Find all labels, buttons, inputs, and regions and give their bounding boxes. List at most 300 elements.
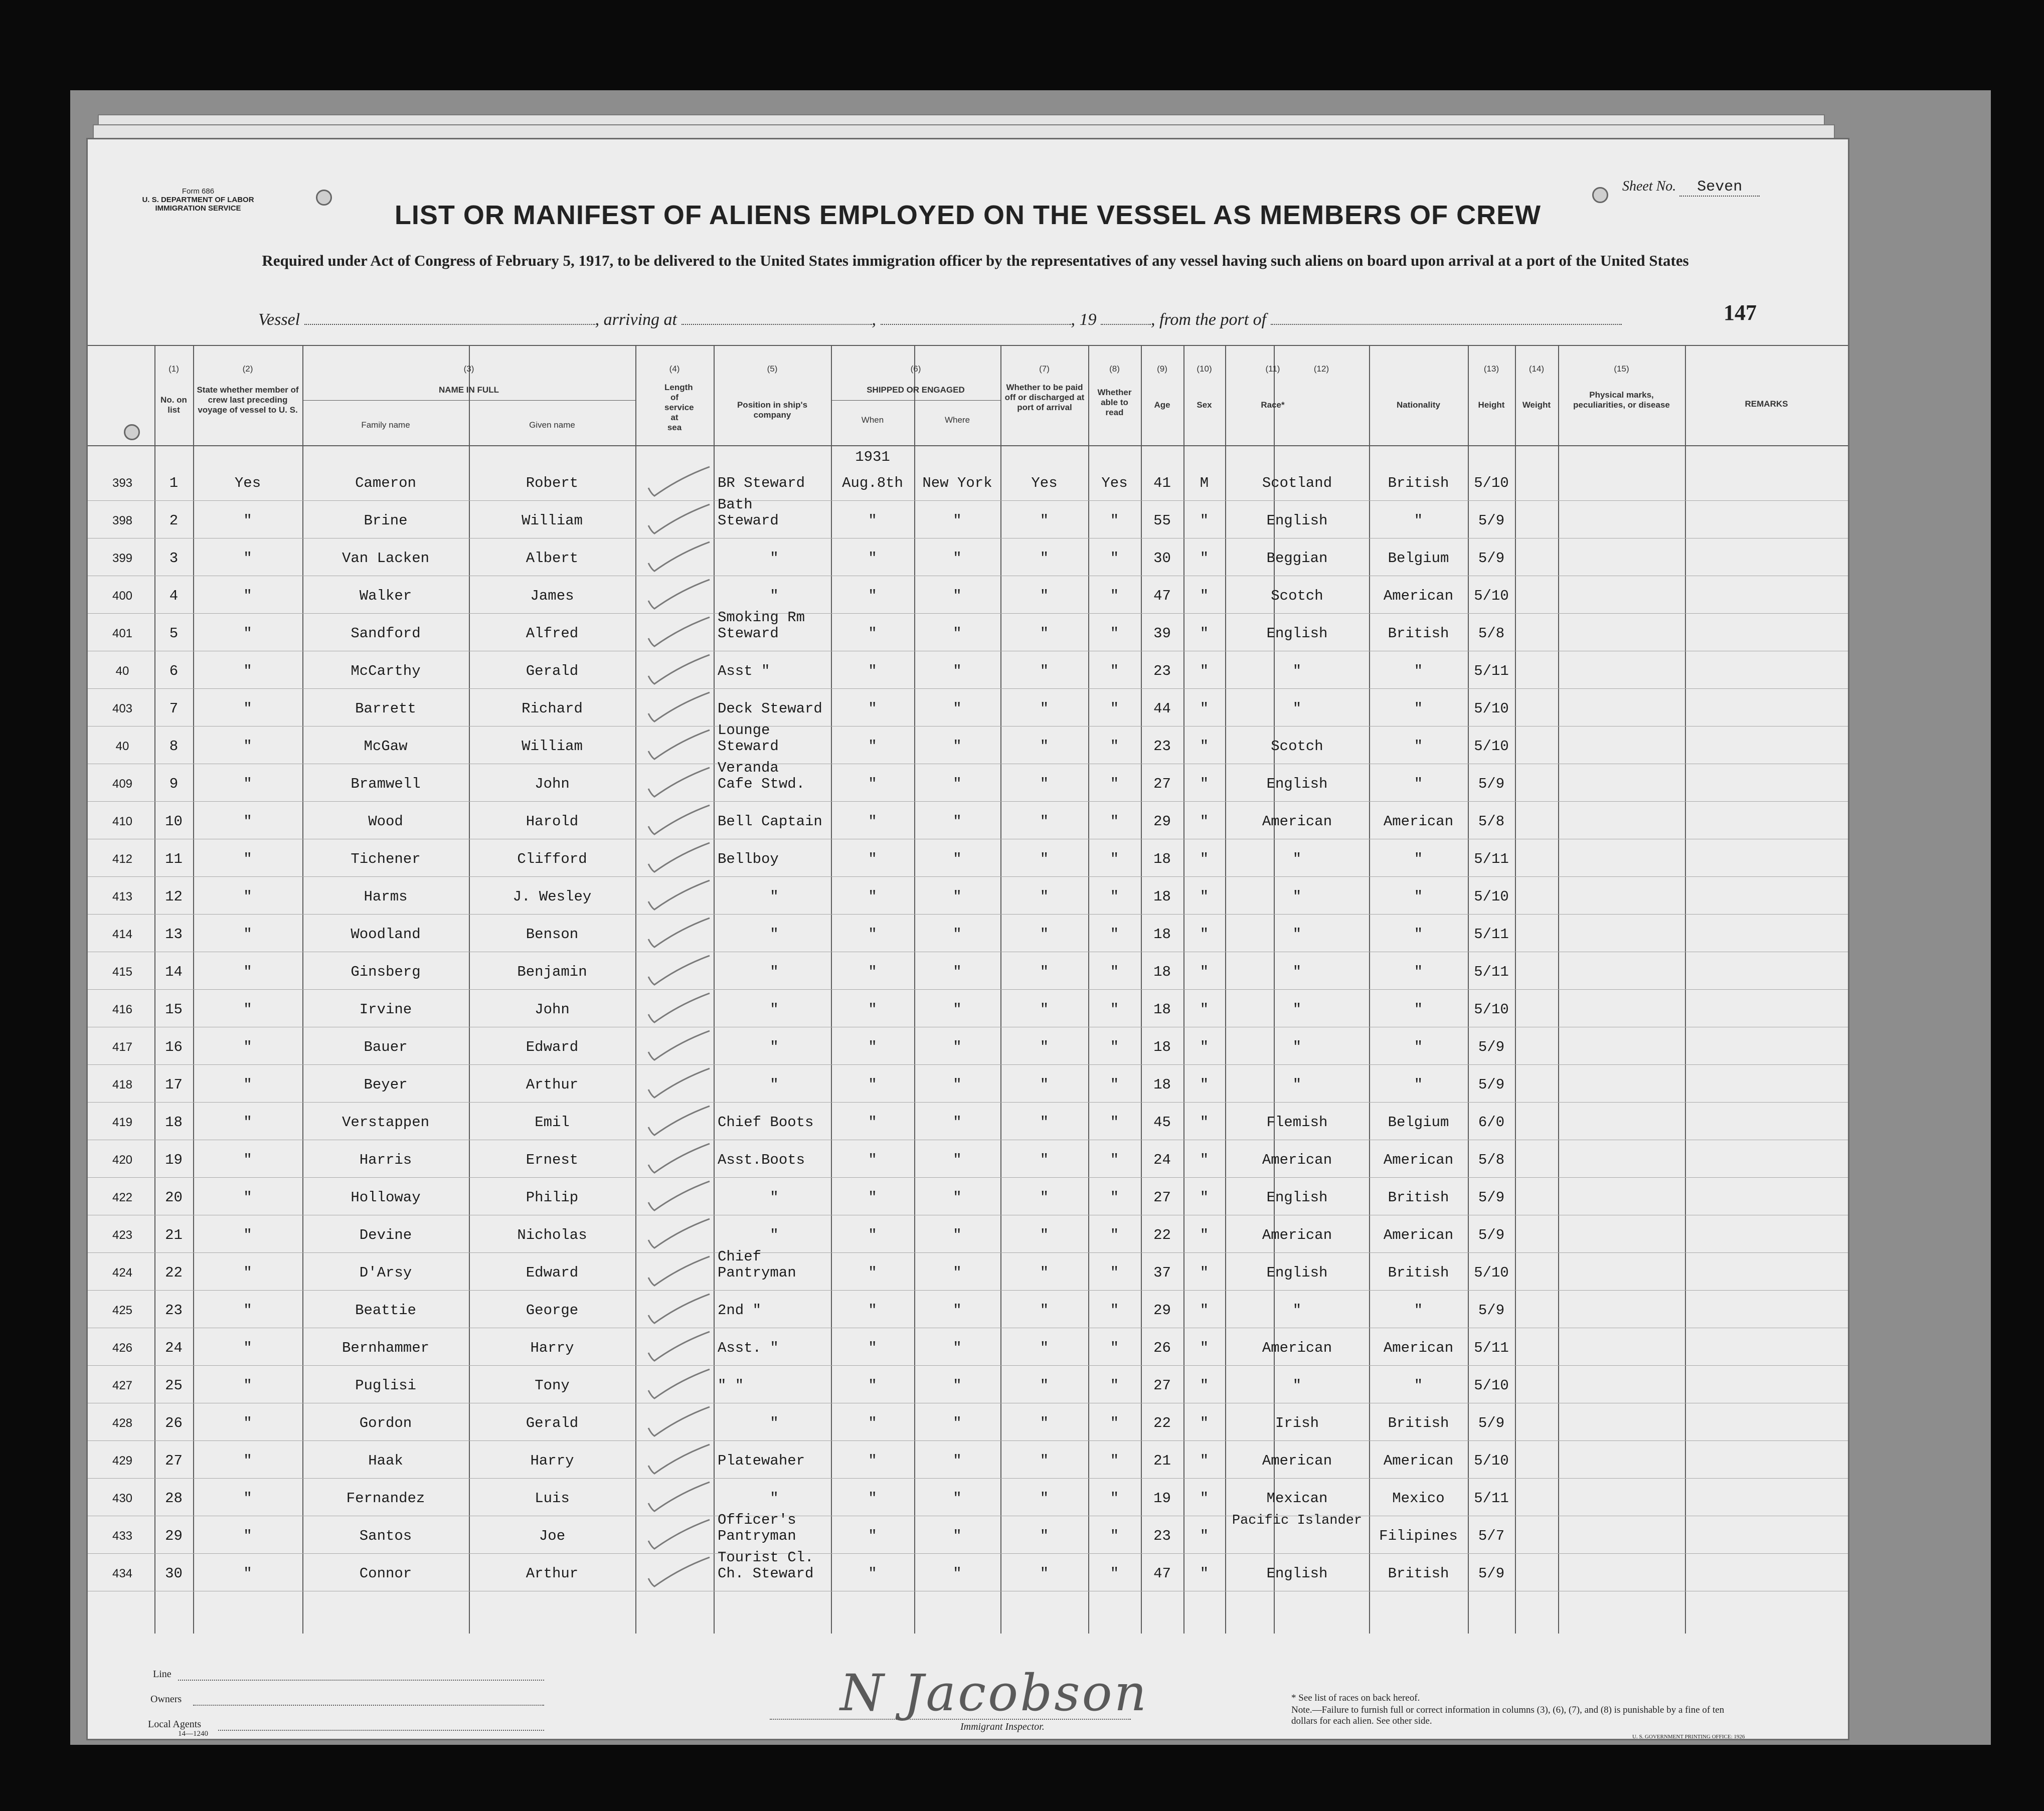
sheet-number-value: Seven xyxy=(1679,178,1760,197)
cell-sex: " xyxy=(1200,1152,1209,1168)
cell-position: Asst " xyxy=(718,663,770,679)
penalty-note: Note.—Failure to furnish full or correct information in columns (3), (6), (7), and (8) is punishable by a fine of ten dollars for each alien. See other side. xyxy=(1291,1705,1725,1726)
cell-position: " xyxy=(770,964,779,980)
cell-ref-number: 416 xyxy=(112,1003,133,1016)
cell-sex: " xyxy=(1200,663,1209,679)
check-mark-icon xyxy=(639,500,715,540)
cell-nationality: " xyxy=(1414,888,1423,905)
punch-hole xyxy=(124,424,140,440)
cell-race: " xyxy=(1292,1302,1302,1319)
cell-height: 5/10 xyxy=(1474,1264,1509,1281)
cell-nationality: Filipines xyxy=(1379,1528,1458,1544)
cell-shipped-when: " xyxy=(868,1415,877,1431)
col2-header: State whether member of crew last preceding voyage of vessel to U. S. xyxy=(197,385,299,415)
cell-ref-number: 40 xyxy=(115,664,129,678)
cell-given-name: Emil xyxy=(535,1114,570,1131)
cell-able-to-read: " xyxy=(1110,1152,1119,1168)
cell-height: 5/9 xyxy=(1478,512,1505,529)
cell-age: 23 xyxy=(1153,1528,1171,1544)
cell-height: 5/11 xyxy=(1474,1490,1509,1507)
cell-race: " xyxy=(1292,1377,1302,1394)
cell-shipped-where: " xyxy=(953,888,962,905)
cell-paid-off: " xyxy=(1040,926,1049,943)
row-rule xyxy=(88,1478,1848,1479)
cell-able-to-read: " xyxy=(1110,888,1119,905)
cell-list-number: 4 xyxy=(169,588,179,604)
cell-family-name: Connor xyxy=(359,1565,412,1582)
cell-sex: " xyxy=(1200,926,1209,943)
check-mark-icon xyxy=(639,1177,715,1217)
cell-given-name: Benson xyxy=(526,926,579,943)
cell-position-line2: Steward xyxy=(718,512,779,529)
cell-position: Chief xyxy=(718,1248,762,1265)
cell-paid-off: " xyxy=(1040,550,1049,567)
cell-family-name: Walker xyxy=(359,588,412,604)
cell-race: " xyxy=(1292,964,1302,980)
cell-ref-number: 393 xyxy=(112,476,133,490)
cell-family-name: Cameron xyxy=(355,475,416,491)
cell-family-name: Tichener xyxy=(351,851,421,867)
cell-age: 55 xyxy=(1153,512,1171,529)
cell-ref-number: 415 xyxy=(112,965,133,979)
cell-race: " xyxy=(1292,1076,1302,1093)
cell-shipped-where: " xyxy=(953,1377,962,1394)
cell-sex: " xyxy=(1200,813,1209,830)
cell-position: " xyxy=(770,588,779,604)
cell-able-to-read: " xyxy=(1110,813,1119,830)
cell-given-name: James xyxy=(530,588,574,604)
sheet-number-label: Sheet No. xyxy=(1622,178,1676,194)
cell-age: 22 xyxy=(1153,1415,1171,1431)
cell-race: American xyxy=(1262,1340,1332,1356)
cell-position: BR Steward xyxy=(718,475,805,491)
cell-nationality: " xyxy=(1414,1076,1423,1093)
cell-paid-off: " xyxy=(1040,1039,1049,1055)
cell-age: 37 xyxy=(1153,1264,1171,1281)
cell-ref-number: 40 xyxy=(115,740,129,753)
cell-age: 22 xyxy=(1153,1227,1171,1243)
col6-header: SHIPPED OR ENGAGED xyxy=(867,385,965,395)
cell-position: Asst. " xyxy=(718,1340,779,1356)
check-mark-icon xyxy=(639,1215,715,1255)
cell-given-name: Edward xyxy=(526,1039,579,1055)
check-mark-icon xyxy=(639,1027,715,1067)
col5-number: (5) xyxy=(767,364,778,374)
cell-position: " xyxy=(770,888,779,905)
cell-ref-number: 429 xyxy=(112,1454,133,1468)
cell-age: 44 xyxy=(1153,700,1171,717)
cell-previous-voyage: Yes xyxy=(234,475,261,491)
cell-given-name: George xyxy=(526,1302,579,1319)
cell-age: 27 xyxy=(1153,776,1171,792)
check-mark-icon xyxy=(639,839,715,879)
check-mark-icon xyxy=(639,1403,715,1443)
row-rule xyxy=(88,1440,1848,1441)
cell-sex: " xyxy=(1200,700,1209,717)
cell-race: English xyxy=(1266,1189,1328,1206)
cell-shipped-when: " xyxy=(868,738,877,755)
cell-position: " xyxy=(770,1001,779,1018)
cell-position: Bell Captain xyxy=(718,813,822,830)
cell-sex: " xyxy=(1200,1001,1209,1018)
cell-position: Lounge xyxy=(718,722,770,739)
cell-paid-off: " xyxy=(1040,964,1049,980)
local-agents-label: Local Agents xyxy=(148,1719,202,1730)
cell-position: 2nd " xyxy=(718,1302,762,1319)
cell-sex: " xyxy=(1200,1076,1209,1093)
cell-nationality: British xyxy=(1388,1415,1449,1431)
cell-previous-voyage: " xyxy=(243,700,252,717)
cell-able-to-read: " xyxy=(1110,1264,1119,1281)
col11-number: (11) xyxy=(1265,364,1280,374)
cell-list-number: 10 xyxy=(165,813,183,830)
check-mark-icon xyxy=(639,651,715,691)
cell-age: 24 xyxy=(1153,1152,1171,1168)
cell-family-name: Brine xyxy=(364,512,408,529)
where-header: Where xyxy=(944,415,970,425)
row-rule xyxy=(88,1290,1848,1291)
cell-race: " xyxy=(1292,1001,1302,1018)
cell-paid-off: " xyxy=(1040,1152,1049,1168)
cell-given-name: Arthur xyxy=(526,1076,579,1093)
cell-family-name: Bernhammer xyxy=(342,1340,430,1356)
cell-able-to-read: " xyxy=(1110,625,1119,642)
cell-family-name: Irvine xyxy=(359,1001,412,1018)
cell-previous-voyage: " xyxy=(243,738,252,755)
check-mark-icon xyxy=(639,1553,715,1593)
cell-race: Scotch xyxy=(1271,588,1323,604)
cell-paid-off: " xyxy=(1040,1528,1049,1544)
cell-able-to-read: " xyxy=(1110,700,1119,717)
check-mark-icon xyxy=(639,989,715,1029)
cell-able-to-read: Yes xyxy=(1101,475,1128,491)
cell-sex: " xyxy=(1200,1528,1209,1544)
cell-height: 5/9 xyxy=(1478,1415,1505,1431)
check-mark-icon xyxy=(639,914,715,954)
cell-nationality: American xyxy=(1383,813,1454,830)
cell-ref-number: 409 xyxy=(112,777,133,791)
col7-header: Whether to be paid off or discharged at port of arrival xyxy=(1004,383,1085,412)
cell-position: Deck Steward xyxy=(718,700,822,717)
cell-height: 5/11 xyxy=(1474,1340,1509,1356)
cell-nationality: American xyxy=(1383,1152,1454,1168)
cell-nationality: " xyxy=(1414,1039,1423,1055)
cell-able-to-read: " xyxy=(1110,1302,1119,1319)
cell-paid-off: " xyxy=(1040,1490,1049,1507)
cell-race: " xyxy=(1292,1039,1302,1055)
cell-shipped-when: " xyxy=(868,1076,877,1093)
cell-previous-voyage: " xyxy=(243,1415,252,1431)
cell-sex: " xyxy=(1200,1039,1209,1055)
cell-able-to-read: " xyxy=(1110,588,1119,604)
cell-sex: " xyxy=(1200,588,1209,604)
col14-number: (14) xyxy=(1528,364,1545,374)
cell-shipped-when: " xyxy=(868,1302,877,1319)
cell-race: " xyxy=(1292,926,1302,943)
row-rule xyxy=(88,989,1848,990)
cell-race: American xyxy=(1262,1227,1332,1243)
cell-age: 41 xyxy=(1153,475,1171,491)
cell-list-number: 6 xyxy=(169,663,179,679)
cell-shipped-where: New York xyxy=(922,475,992,491)
cell-ref-number: 430 xyxy=(112,1492,133,1505)
document-subtitle: Required under Act of Congress of February 5, 1917, to be delivered to the United States immigration officer by the representatives of any vessel having such aliens on board upon arrival at a port of the United States xyxy=(262,252,1689,269)
cell-list-number: 5 xyxy=(169,625,179,642)
cell-nationality: " xyxy=(1414,926,1423,943)
cell-list-number: 30 xyxy=(165,1565,183,1582)
cell-paid-off: " xyxy=(1040,1264,1049,1281)
cell-age: 23 xyxy=(1153,738,1171,755)
cell-race: Beggian xyxy=(1266,550,1328,567)
row-rule xyxy=(88,1064,1848,1065)
cell-shipped-when: " xyxy=(868,776,877,792)
cell-given-name: Gerald xyxy=(526,1415,579,1431)
cell-able-to-read: " xyxy=(1110,776,1119,792)
cell-shipped-when: " xyxy=(868,813,877,830)
cell-sex: " xyxy=(1200,1415,1209,1431)
cell-position: " xyxy=(770,1076,779,1093)
cell-race: " xyxy=(1292,700,1302,717)
cell-age: 29 xyxy=(1153,813,1171,830)
inspector-signature: N Jacobson xyxy=(840,1664,1149,1722)
cell-list-number: 2 xyxy=(169,512,179,529)
col15-header: Physical marks, peculiarities, or disease xyxy=(1573,390,1670,410)
col10-number: (10) xyxy=(1197,364,1212,374)
cell-given-name: Luis xyxy=(535,1490,570,1507)
cell-previous-voyage: " xyxy=(243,1189,252,1206)
department-name: U. S. DEPARTMENT OF LABOR xyxy=(142,196,254,204)
cell-age: 30 xyxy=(1153,550,1171,567)
cell-ref-number: 426 xyxy=(112,1341,133,1355)
cell-given-name: Arthur xyxy=(526,1565,579,1582)
cell-family-name: Sandford xyxy=(351,625,421,642)
cell-race: Pacific Islander xyxy=(1232,1513,1362,1528)
cell-shipped-where: " xyxy=(953,1565,962,1582)
cell-nationality: " xyxy=(1414,1377,1423,1394)
line-label: Line xyxy=(153,1669,172,1680)
cell-list-number: 8 xyxy=(169,738,179,755)
owners-field xyxy=(193,1704,544,1706)
cell-shipped-when: " xyxy=(868,1114,877,1131)
cell-position: Bellboy xyxy=(718,851,779,867)
cell-able-to-read: " xyxy=(1110,663,1119,679)
cell-previous-voyage: " xyxy=(243,1528,252,1544)
col13-number: (13) xyxy=(1483,364,1499,374)
cell-previous-voyage: " xyxy=(243,888,252,905)
cell-position-line2: Ch. Steward xyxy=(718,1565,814,1582)
cell-sex: " xyxy=(1200,776,1209,792)
cell-family-name: Beyer xyxy=(364,1076,408,1093)
cell-nationality: " xyxy=(1414,663,1423,679)
cell-paid-off: " xyxy=(1040,1189,1049,1206)
cell-height: 5/10 xyxy=(1474,1001,1509,1018)
cell-previous-voyage: " xyxy=(243,1453,252,1469)
cell-age: 18 xyxy=(1153,1076,1171,1093)
cell-able-to-read: " xyxy=(1110,1039,1119,1055)
check-mark-icon xyxy=(639,726,715,766)
cell-position-line2: Cafe Stwd. xyxy=(718,776,805,792)
cell-family-name: Bramwell xyxy=(351,776,421,792)
cell-height: 5/10 xyxy=(1474,700,1509,717)
cell-family-name: Fernandez xyxy=(346,1490,425,1507)
cell-ref-number: 433 xyxy=(112,1529,133,1543)
cell-shipped-where: " xyxy=(953,663,962,679)
row-rule xyxy=(88,914,1848,915)
sheet-number xyxy=(1622,178,1760,197)
cell-list-number: 21 xyxy=(165,1227,183,1243)
cell-ref-number: 398 xyxy=(112,514,133,527)
cell-list-number: 14 xyxy=(165,964,183,980)
cell-paid-off: " xyxy=(1040,888,1049,905)
cell-nationality: American xyxy=(1383,1227,1454,1243)
cell-shipped-when: " xyxy=(868,512,877,529)
inspector-label: Immigrant Inspector. xyxy=(960,1721,1045,1732)
cell-sex: " xyxy=(1200,851,1209,867)
cell-sex: " xyxy=(1200,625,1209,642)
cell-age: 18 xyxy=(1153,888,1171,905)
cell-able-to-read: " xyxy=(1110,851,1119,867)
cell-position: " xyxy=(770,1189,779,1206)
agents-code: 14—1240 xyxy=(178,1730,208,1738)
cell-shipped-where: " xyxy=(953,1152,962,1168)
cell-nationality: Belgium xyxy=(1388,550,1449,567)
cell-list-number: 24 xyxy=(165,1340,183,1356)
cell-height: 6/0 xyxy=(1478,1114,1505,1131)
cell-height: 5/9 xyxy=(1478,1565,1505,1582)
cell-given-name: John xyxy=(535,1001,570,1018)
cell-height: 5/10 xyxy=(1474,738,1509,755)
cell-race: English xyxy=(1266,1565,1328,1582)
cell-sex: M xyxy=(1200,475,1209,491)
cell-ref-number: 400 xyxy=(112,589,133,603)
check-mark-icon xyxy=(639,613,715,653)
vessel-line xyxy=(258,310,1622,329)
cell-previous-voyage: " xyxy=(243,1377,252,1394)
cell-ref-number: 427 xyxy=(112,1379,133,1392)
cell-list-number: 16 xyxy=(165,1039,183,1055)
cell-family-name: Puglisi xyxy=(355,1377,416,1394)
cell-height: 5/10 xyxy=(1474,475,1509,491)
cell-shipped-when: " xyxy=(868,926,877,943)
cell-race: English xyxy=(1266,512,1328,529)
inspector-field xyxy=(770,1718,1131,1720)
page-number: 147 xyxy=(1724,300,1757,325)
cell-list-number: 29 xyxy=(165,1528,183,1544)
cell-family-name: Barrett xyxy=(355,700,416,717)
vessel-label: Vessel xyxy=(258,310,300,329)
cell-paid-off: " xyxy=(1040,813,1049,830)
cell-given-name: William xyxy=(522,738,583,755)
cell-nationality: " xyxy=(1414,1001,1423,1018)
cell-family-name: Van Lacken xyxy=(342,550,430,567)
cell-shipped-when: " xyxy=(868,1528,877,1544)
cell-previous-voyage: " xyxy=(243,1565,252,1582)
cell-age: 47 xyxy=(1153,588,1171,604)
cell-race: " xyxy=(1292,888,1302,905)
cell-given-name: Nicholas xyxy=(517,1227,587,1243)
cell-list-number: 22 xyxy=(165,1264,183,1281)
cell-able-to-read: " xyxy=(1110,1490,1119,1507)
cell-able-to-read: " xyxy=(1110,1227,1119,1243)
cell-paid-off: " xyxy=(1040,1114,1049,1131)
row-rule xyxy=(88,1177,1848,1178)
cell-previous-voyage: " xyxy=(243,1114,252,1131)
cell-list-number: 27 xyxy=(165,1453,183,1469)
cell-height: 5/9 xyxy=(1478,1076,1505,1093)
cell-age: 45 xyxy=(1153,1114,1171,1131)
cell-sex: " xyxy=(1200,964,1209,980)
cell-ref-number: 417 xyxy=(112,1040,133,1054)
cell-height: 5/9 xyxy=(1478,550,1505,567)
cell-paid-off: " xyxy=(1040,1227,1049,1243)
cell-position: " " xyxy=(718,1377,744,1394)
cell-ref-number: 424 xyxy=(112,1266,133,1280)
check-mark-icon xyxy=(639,876,715,917)
cell-position: Platewaher xyxy=(718,1453,805,1469)
cell-nationality: " xyxy=(1414,512,1423,529)
cell-list-number: 28 xyxy=(165,1490,183,1507)
cell-able-to-read: " xyxy=(1110,1114,1119,1131)
check-mark-icon xyxy=(639,576,715,616)
cell-shipped-when: " xyxy=(868,700,877,717)
cell-position: Chief Boots xyxy=(718,1114,814,1131)
cell-nationality: American xyxy=(1383,1340,1454,1356)
cell-shipped-where: " xyxy=(953,926,962,943)
cell-sex: " xyxy=(1200,1565,1209,1582)
cell-ref-number: 401 xyxy=(112,627,133,640)
cell-height: 5/7 xyxy=(1478,1528,1505,1544)
cell-sex: " xyxy=(1200,1340,1209,1356)
cell-family-name: McCarthy xyxy=(351,663,421,679)
cell-nationality: " xyxy=(1414,700,1423,717)
check-mark-icon xyxy=(639,1478,715,1518)
cell-position: Veranda xyxy=(718,760,779,776)
cell-paid-off: " xyxy=(1040,851,1049,867)
cell-height: 5/9 xyxy=(1478,776,1505,792)
cell-paid-off: " xyxy=(1040,1565,1049,1582)
cell-previous-voyage: " xyxy=(243,663,252,679)
cell-race: Scotland xyxy=(1262,475,1332,491)
cell-list-number: 9 xyxy=(169,776,179,792)
service-name: IMMIGRATION SERVICE xyxy=(155,204,241,213)
cell-list-number: 23 xyxy=(165,1302,183,1319)
cell-position: Officer's xyxy=(718,1512,796,1528)
cell-nationality: American xyxy=(1383,588,1454,604)
row-rule xyxy=(88,1553,1848,1554)
cell-given-name: Robert xyxy=(526,475,579,491)
cell-position: " xyxy=(770,1039,779,1055)
cell-ref-number: 425 xyxy=(112,1304,133,1317)
cell-age: 18 xyxy=(1153,926,1171,943)
cell-family-name: Haak xyxy=(368,1453,403,1469)
cell-paid-off: " xyxy=(1040,1453,1049,1469)
arriving-label: , arriving at xyxy=(595,310,677,329)
cell-list-number: 19 xyxy=(165,1152,183,1168)
from-port-label: , from the port of xyxy=(1151,310,1267,329)
cell-able-to-read: " xyxy=(1110,1565,1119,1582)
col1-number: (1) xyxy=(168,364,179,374)
cell-height: 5/11 xyxy=(1474,926,1509,943)
cell-previous-voyage: " xyxy=(243,1076,252,1093)
cell-ref-number: 423 xyxy=(112,1228,133,1242)
cell-age: 47 xyxy=(1153,1565,1171,1582)
cell-able-to-read: " xyxy=(1110,1001,1119,1018)
cell-age: 18 xyxy=(1153,1001,1171,1018)
cell-shipped-where: " xyxy=(953,512,962,529)
check-mark-icon xyxy=(639,1365,715,1405)
col1-header: No. on list xyxy=(160,395,187,415)
cell-position: " xyxy=(770,550,779,567)
